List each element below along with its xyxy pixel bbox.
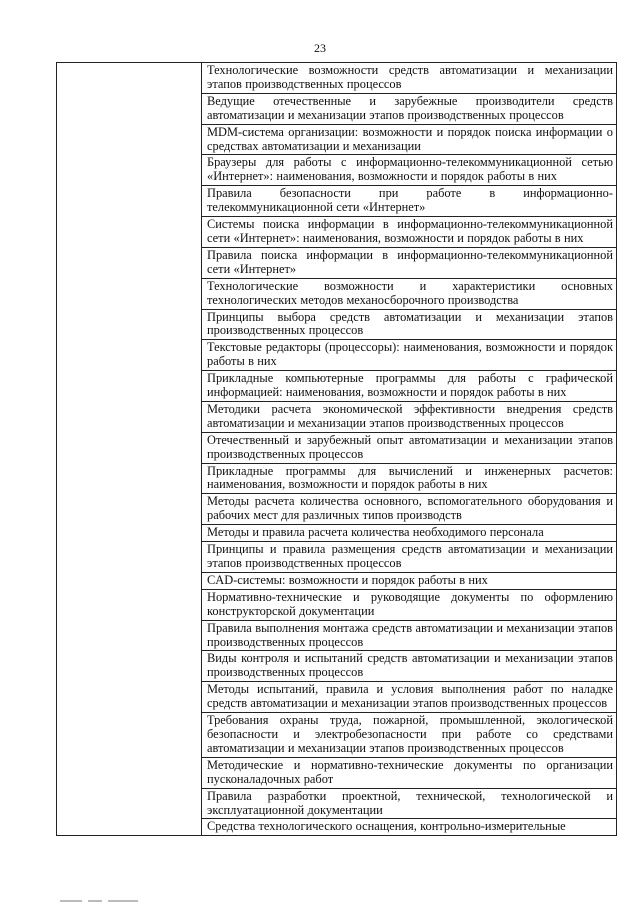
knowledge-item-text: Системы поиска информации в информационно-телекоммуникационной сети «Интернет»: наименования, возможности и порядок работы в них	[207, 217, 613, 245]
knowledge-item-text: CAD-системы: возможности и порядок работы в них	[207, 572, 488, 587]
knowledge-item-text: Правила разработки проектной, технической, технологической и эксплуатационной документации	[207, 788, 613, 817]
knowledge-item-cell	[202, 788, 617, 819]
knowledge-item-text: Прикладные компьютерные программы для работы с графической информацией: наименования, возможности и порядок работы в них	[207, 371, 613, 400]
knowledge-item-cell	[202, 309, 617, 340]
knowledge-item-text: Методы испытаний, правила и условия выполнения работ по наладке средств автоматизации и механизации этапов производственных процессов	[207, 682, 613, 711]
knowledge-item-text: Прикладные программы для вычислений и инженерных расчетов: наименования, возможности и порядок работы в них	[207, 463, 613, 492]
knowledge-item-text: Текстовые редакторы (процессоры): наименования, возможности и порядок работы в них	[207, 340, 613, 369]
knowledge-item-cell	[202, 651, 617, 682]
knowledge-item-cell	[202, 572, 617, 589]
knowledge-item-cell	[202, 186, 617, 217]
knowledge-item-cell	[202, 713, 617, 758]
knowledge-item-text: Средства технологического оснащения, контрольно-измерительные	[207, 819, 566, 834]
knowledge-item-cell	[202, 819, 617, 836]
knowledge-item-cell	[202, 682, 617, 713]
empty-label-cell	[57, 63, 202, 836]
knowledge-item-cell	[202, 155, 617, 186]
knowledge-item-cell	[202, 525, 617, 542]
knowledge-item-cell	[202, 124, 617, 155]
knowledge-item-text: Браузеры для работы с информационно-телекоммуникационной сетью «Интернет»: наименования, возможности и порядок работы в них	[207, 155, 613, 184]
knowledge-item-cell	[202, 278, 617, 309]
knowledge-item-text: Отечественный и зарубежный опыт автоматизации и механизации этапов производственных процессов	[207, 432, 613, 461]
knowledge-item-cell	[202, 620, 617, 651]
knowledge-item-text: Виды контроля и испытаний средств автоматизации и механизации этапов производственных процессов	[207, 651, 613, 680]
knowledge-item-cell	[202, 494, 617, 525]
requirements-table	[56, 62, 617, 836]
knowledge-item-cell	[202, 217, 617, 248]
scan-artifact	[60, 892, 180, 898]
table-row	[57, 63, 617, 94]
requirements-table-body	[57, 63, 617, 836]
knowledge-item-cell	[202, 247, 617, 278]
knowledge-item-cell	[202, 63, 617, 94]
knowledge-item-text: Методы и правила расчета количества необходимого персонала	[207, 525, 544, 540]
knowledge-item-text: Технологические возможности средств автоматизации и механизации этапов производственных процессов	[207, 63, 613, 91]
knowledge-item-text: Требования охраны труда, пожарной, промышленной, экологической безопасности и электробезопасности при работе со средствами автоматизации и механизации этапов производственных процессов	[207, 713, 613, 755]
knowledge-item-text: MDM-система организации: возможности и порядок поиска информации о средствах автоматизации и механизации	[207, 124, 613, 153]
knowledge-item-cell	[202, 93, 617, 124]
knowledge-item-cell	[202, 371, 617, 402]
knowledge-item-text: Методы расчета количества основного, вспомогательного оборудования и рабочих мест для различных типов производств	[207, 494, 613, 523]
knowledge-item-cell	[202, 432, 617, 463]
page-number: 23	[314, 41, 326, 55]
knowledge-item-text: Правила поиска информации в информационно-телекоммуникационной сети «Интернет»	[207, 247, 613, 276]
knowledge-item-cell	[202, 340, 617, 371]
knowledge-item-text: Принципы выбора средств автоматизации и механизации этапов производственных процессов	[207, 309, 613, 338]
knowledge-item-text: Технологические возможности и характеристики основных технологических методов механосборочного производства	[207, 278, 613, 307]
knowledge-item-text: Методические и нормативно-технические документы по организации пусконаладочных работ	[207, 757, 613, 786]
knowledge-item-cell	[202, 589, 617, 620]
knowledge-item-cell	[202, 757, 617, 788]
knowledge-item-text: Правила безопасности при работе в информационно-телекоммуникационной сети «Интернет»	[207, 186, 613, 215]
knowledge-item-text: Нормативно-технические и руководящие документы по оформлению конструкторской документации	[207, 589, 613, 618]
knowledge-item-cell	[202, 463, 617, 494]
knowledge-item-cell	[202, 542, 617, 573]
knowledge-item-text: Принципы и правила размещения средств автоматизации и механизации этапов производственных процессов	[207, 542, 613, 570]
knowledge-item-text: Ведущие отечественные и зарубежные производители средств автоматизации и механизации этапов производственных процессов	[207, 93, 613, 122]
knowledge-item-text: Правила выполнения монтажа средств автоматизации и механизации этапов производственных процессов	[207, 620, 613, 649]
knowledge-item-cell	[202, 401, 617, 432]
knowledge-item-text: Методики расчета экономической эффективности внедрения средств автоматизации и механизации этапов производственных процессов	[207, 401, 613, 430]
